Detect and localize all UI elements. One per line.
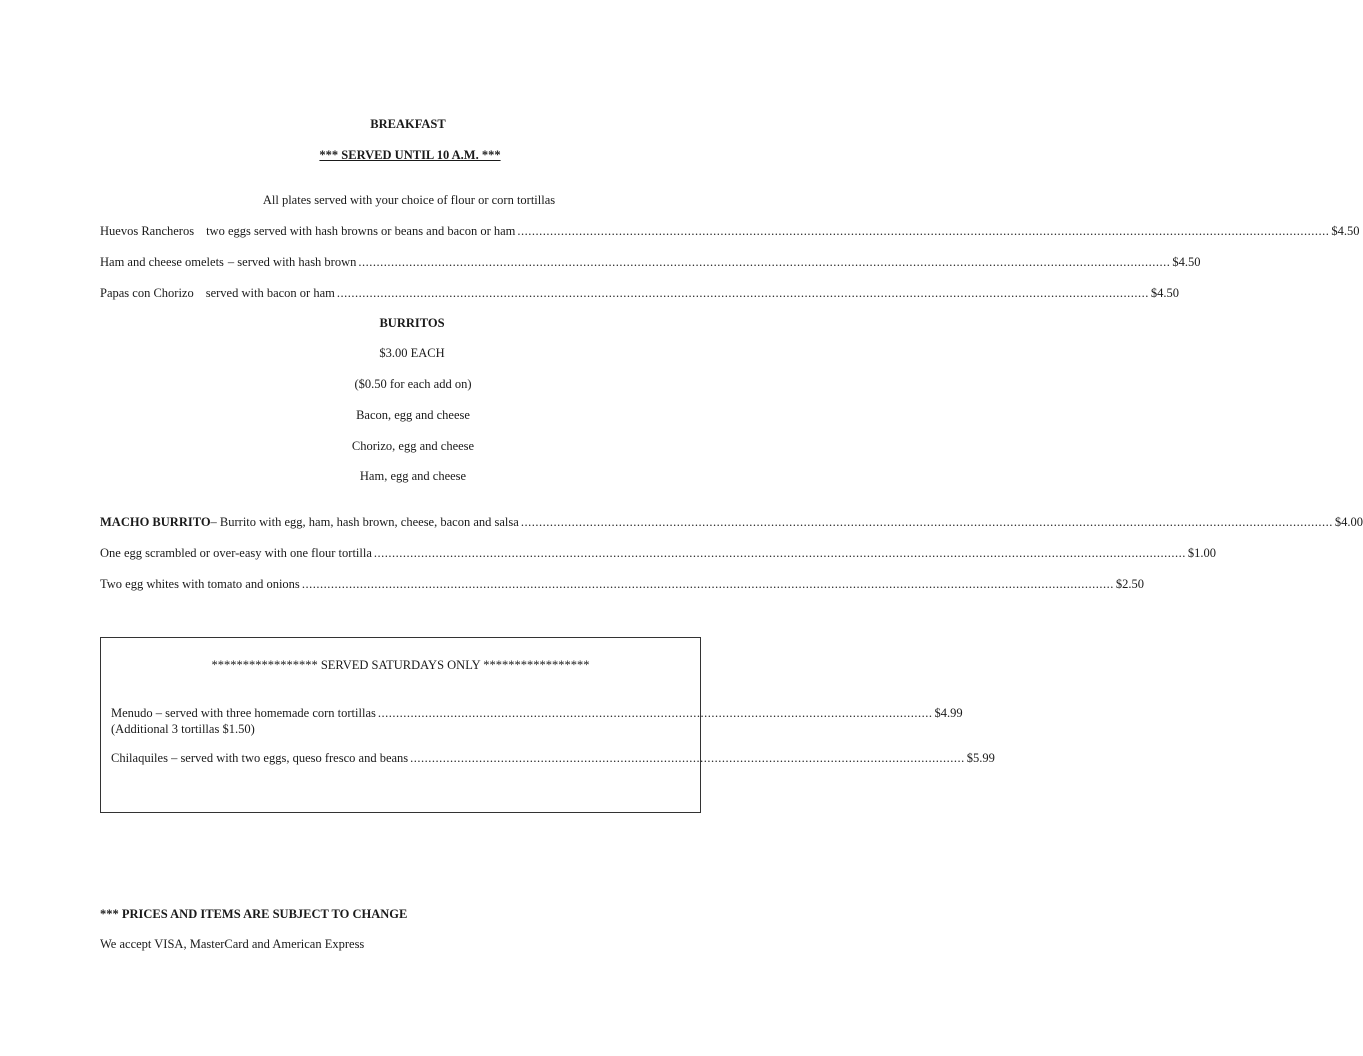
burrito-option: Chorizo, egg and cheese — [351, 439, 475, 453]
item-description: served with bacon or ham — [205, 286, 335, 300]
payment-methods: We accept VISA, MasterCard and American Express — [100, 937, 365, 951]
item-price: $4.50 — [1150, 286, 1179, 300]
item-description: two eggs served with hash browns or beans and bacon or ham — [206, 224, 516, 238]
item-description: Menudo – served with three homemade corn tortillas — [111, 706, 376, 720]
item-description: – Burrito with egg, ham, hash brown, cheese, bacon and salsa — [210, 515, 519, 529]
item-description: One egg scrambled or over-easy with one flour tortilla — [100, 546, 372, 560]
menu-item-menudo — [111, 706, 963, 721]
menudo-extra-tortillas: (Additional 3 tortillas $1.50) — [111, 722, 255, 736]
burrito-option: Ham, egg and cheese — [359, 469, 467, 483]
item-name: MACHO BURRITO — [100, 515, 211, 529]
menu-item-one-egg — [100, 546, 1217, 561]
menu-item-chilaquiles — [111, 751, 995, 766]
item-price: $4.99 — [934, 706, 963, 720]
menu-item-papas-con-chorizo — [100, 286, 1179, 301]
burritos-price-each: $3.00 EACH — [379, 346, 445, 360]
item-price: $5.99 — [966, 751, 995, 765]
dot-leader — [337, 286, 1149, 301]
item-price: $1.00 — [1187, 546, 1217, 560]
dot-leader — [521, 515, 1333, 530]
breakfast-title: BREAKFAST — [370, 117, 446, 131]
item-name: Huevos Rancheros — [100, 224, 195, 238]
item-price: $2.50 — [1115, 577, 1144, 591]
item-price: $4.50 — [1172, 255, 1201, 269]
item-description: Chilaquiles – served with two eggs, queso fresco and beans — [111, 751, 409, 765]
item-name: Papas con Chorizo — [100, 286, 194, 300]
item-name: Ham and cheese omelets — [100, 255, 224, 269]
menu-item-macho-burrito — [100, 515, 1363, 530]
item-price: $4.00 — [1334, 515, 1363, 529]
dot-leader — [302, 577, 1114, 592]
menu-item-ham-cheese-omelets — [100, 255, 1201, 270]
dot-leader — [517, 224, 1329, 239]
item-description: Two egg whites with tomato and onions — [100, 577, 300, 591]
price-change-notice: *** PRICES AND ITEMS ARE SUBJECT TO CHANGE — [100, 907, 408, 921]
menu-item-huevos-rancheros — [100, 224, 1360, 239]
dot-leader — [374, 546, 1186, 561]
burrito-option: Bacon, egg and cheese — [356, 408, 470, 422]
tortilla-note: All plates served with your choice of flour or corn tortillas — [262, 193, 556, 207]
menu-item-egg-whites — [100, 577, 1144, 592]
burritos-title: BURRITOS — [379, 316, 445, 330]
item-description: – served with hash brown — [227, 255, 357, 269]
served-until-notice: *** SERVED UNTIL 10 A.M. *** — [319, 148, 501, 162]
dot-leader — [358, 255, 1170, 270]
saturday-only-box — [100, 637, 995, 813]
item-price: $4.50 — [1331, 224, 1360, 238]
burritos-add-on-price: ($0.50 for each add on) — [354, 377, 472, 391]
dot-leader: ......................................................................................................................................................... — [377, 706, 933, 720]
dot-leader: ......................................................................................................................................................... — [410, 751, 965, 765]
saturday-heading: ***************** SERVED SATURDAYS ONLY ***************** — [211, 658, 590, 672]
